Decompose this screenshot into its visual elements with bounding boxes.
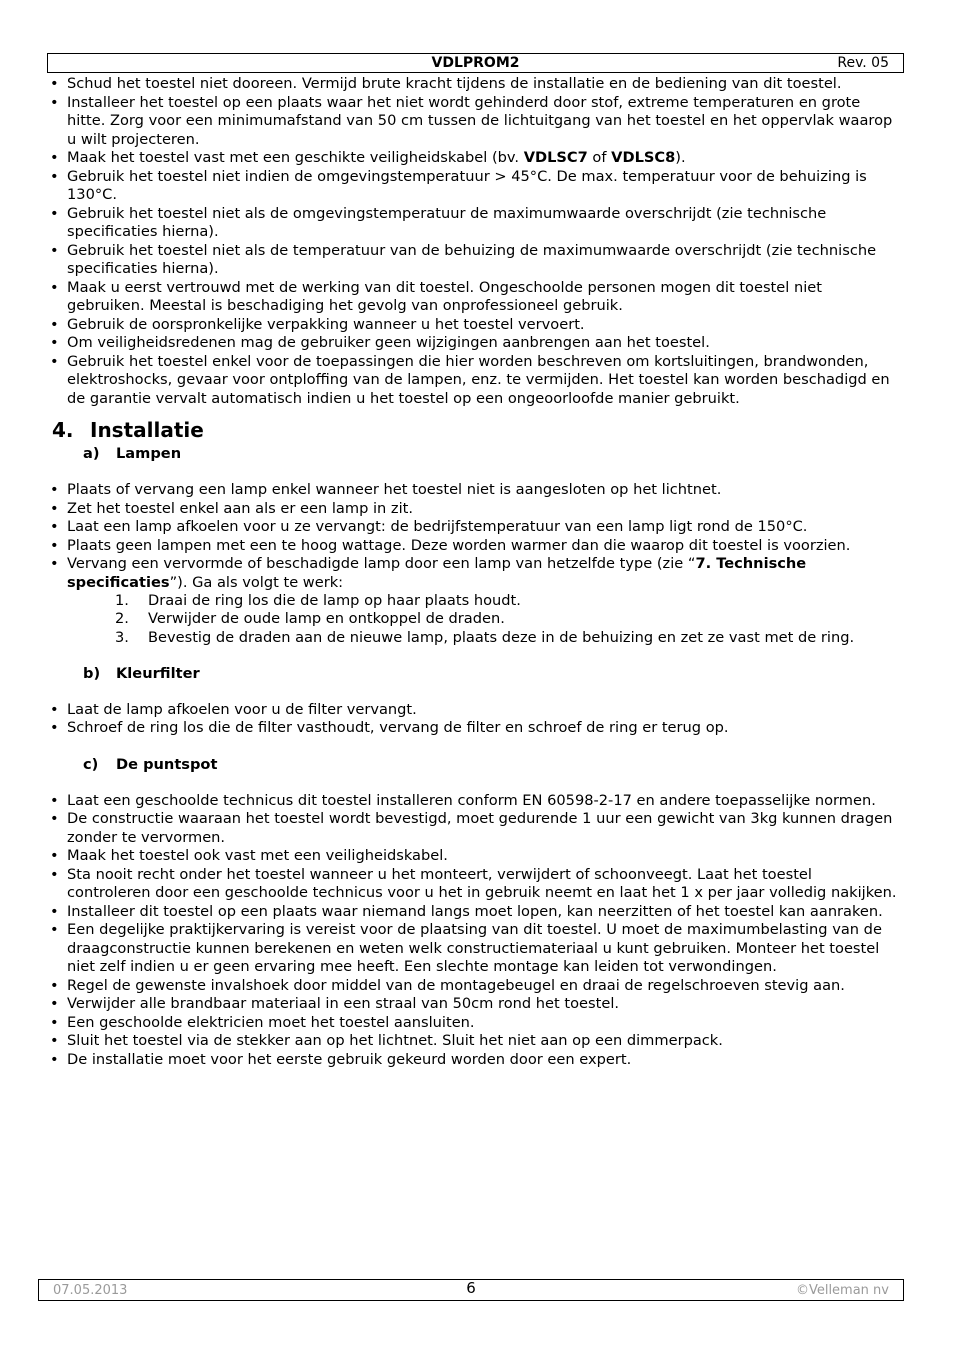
list-item: • Een geschoolde elektricien moet het toestel aansluiten.	[49, 1014, 899, 1033]
step-item: 3. Bevestig de draden aan de nieuwe lamp, plaats deze in de behuizing en zet ze vast met de ring.	[115, 628, 855, 646]
step-item: 1. Draai de ring los die de lamp op haar plaats houdt.	[115, 592, 521, 609]
list-item: • Installeer het toestel op een plaats waar het niet wordt gehinderd door stof, extreme temperaturen en grote hitte. Zorg voor een minimumafstand van 50 cm tussen de lichtuitgang van het toestel en het oppervlak waarop u wilt projecteren.	[49, 94, 899, 150]
page-number: 6	[466, 1279, 476, 1297]
list-item: • Plaats of vervang een lamp enkel wanneer het toestel niet is aangesloten op het lichtnet.	[49, 481, 899, 500]
list-item: • Verwijder alle brandbaar materiaal in een straal van 50cm rond het toestel.	[49, 995, 899, 1014]
list-item: • Schroef de ring los die de filter vasthoudt, vervang de filter en schroef de ring er terug op.	[49, 719, 899, 738]
list-item: • Plaats geen lampen met een te hoog wattage. Deze worden warmer dan die waarop dit toestel is voorzien.	[49, 537, 899, 556]
list-item: • Maak het toestel ook vast met een veiligheidskabel.	[49, 847, 899, 866]
list-item: • De constructie waaraan het toestel wordt bevestigd, moet gedurende 1 uur een gewicht van 3kg kunnen dragen zonder te vervormen.	[49, 810, 899, 847]
list-item: • Laat een lamp afkoelen voor u ze vervangt: de bedrijfstemperatuur van een lamp ligt rond de 150°C.	[49, 518, 899, 537]
list-item: • Zet het toestel enkel aan als er een lamp in zit.	[49, 500, 899, 519]
list-item: • Sta nooit recht onder het toestel wanneer u het monteert, verwijdert of schoonveegt. Laat het toestel controleren door een geschoolde technicus voor u het in gebruik neemt en laat het 1 x per jaar volledig nakijken.	[49, 866, 899, 903]
list-item: • Gebruik het toestel enkel voor de toepassingen die hier worden beschreven om kortsluitingen, brandwonden, elektroshocks, gevaar voor ontploffing van de lampen, enz. te vermijden. Het toestel kan worden beschadigd en de garantie vervalt automatisch indien u het toestel op een ongeoorloofde manier gebruikt.	[49, 353, 899, 409]
list-item: • Regel de gewenste invalshoek door middel van de montagebeugel en draai de regelschroeven stevig aan.	[49, 977, 899, 996]
subsection-heading-lampen: a) Lampen	[83, 445, 182, 462]
list-item: • Installeer dit toestel op een plaats waar niemand langs moet lopen, kan neerzitten of het toestel kan aanraken.	[49, 903, 899, 922]
lampen-list	[49, 481, 899, 592]
document-body	[49, 75, 899, 1069]
model-name: VDLPROM2	[431, 55, 520, 71]
subsection-heading-puntspot: c) De puntspot	[83, 755, 218, 773]
list-item: • Om veiligheidsredenen mag de gebruiker geen wijzigingen aanbrengen aan het toestel.	[49, 334, 899, 353]
step-item: 2. Verwijder de oude lamp en ontkoppel de draden.	[115, 610, 505, 628]
page-footer	[38, 1279, 904, 1301]
safety-list	[49, 75, 899, 408]
replacement-steps	[49, 592, 899, 647]
puntspot-list	[49, 792, 899, 1070]
list-item: • Een degelijke praktijkervaring is vereist voor de plaatsing van dit toestel. U moet de maximumbelasting van de draagconstructie kunnen berekenen en weten welk constructiemateriaal u kunt gebruiken. Monteer het toestel niet zelf indien u er geen ervaring mee heeft. Een slechte montage kan leiden tot verwondingen.	[49, 921, 899, 977]
list-item: • Vervang een vervormde of beschadigde lamp door een lamp van hetzelfde type (zie “7. Technische specificaties”). Ga als volgt te werk:	[49, 555, 899, 592]
list-item: • Laat de lamp afkoelen voor u de filter vervangt.	[49, 701, 899, 720]
list-item: • Schud het toestel niet dooreen. Vermijd brute kracht tijdens de installatie en de bediening van dit toestel.	[49, 75, 899, 94]
product-code: VDLSC7	[523, 149, 588, 166]
subsection-heading-kleurfilter: b) Kleurfilter	[83, 664, 200, 682]
footer-copyright: ©Velleman nv	[795, 1283, 889, 1298]
list-item: • Gebruik het toestel niet indien de omgevingstemperatuur > 45°C. De max. temperatuur voor de behuizing is 130°C.	[49, 168, 899, 205]
list-item: • Maak u eerst vertrouwd met de werking van dit toestel. Ongeschoolde personen mogen dit toestel niet gebruiken. Meestal is beschadiging het gevolg van onprofessioneel gebruik.	[49, 279, 899, 316]
section-reference: 7. Technische specificaties	[67, 555, 807, 591]
page-header	[47, 53, 904, 73]
list-item: • Gebruik de oorspronkelijke verpakking wanneer u het toestel vervoert.	[49, 316, 899, 335]
list-item: • De installatie moet voor het eerste gebruik gekeurd worden door een expert.	[49, 1051, 899, 1070]
kleurfilter-list	[49, 701, 899, 738]
footer-date: 07.05.2013	[53, 1283, 128, 1298]
list-item: • Gebruik het toestel niet als de omgevingstemperatuur de maximumwaarde overschrijdt (zie technische specificaties hierna).	[49, 205, 899, 242]
revision: Rev. 05	[837, 55, 889, 71]
section-heading: 4. Installatie	[52, 418, 204, 442]
list-item: • Laat een geschoolde technicus dit toestel installeren conform EN 60598-2-17 en andere toepasselijke normen.	[49, 792, 899, 811]
list-item: • Sluit het toestel via de stekker aan op het lichtnet. Sluit het niet aan op een dimmerpack.	[49, 1032, 899, 1051]
list-item: • Gebruik het toestel niet als de temperatuur van de behuizing de maximumwaarde overschrijdt (zie technische specificaties hierna).	[49, 242, 899, 279]
product-code: VDLSC8	[611, 149, 676, 166]
list-item: • Maak het toestel vast met een geschikte veiligheidskabel (bv. VDLSC7 of VDLSC8).	[49, 149, 899, 168]
